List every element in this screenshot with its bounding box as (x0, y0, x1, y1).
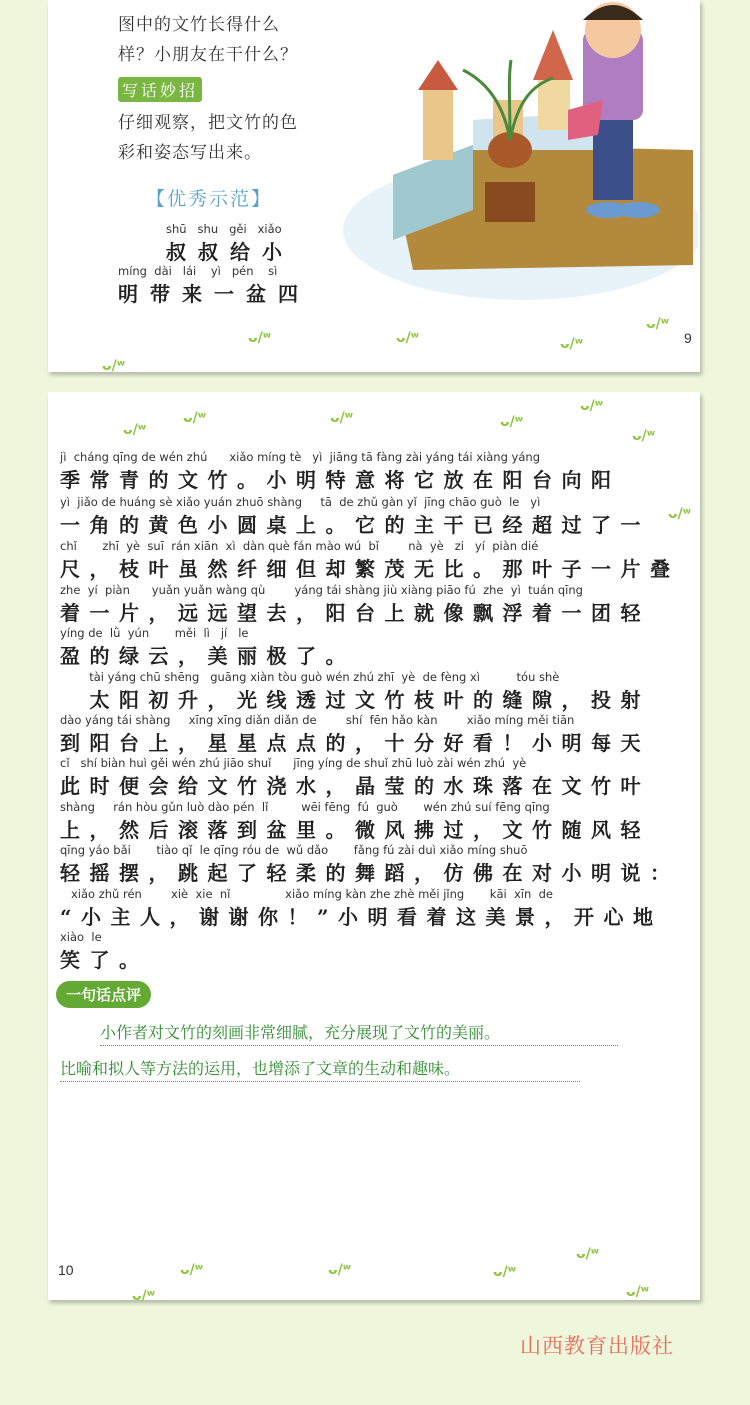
question-line-1: 图中的文竹长得什么 (118, 15, 280, 34)
grass-decoration: ᴗ/ʷ (248, 330, 272, 346)
comment-tag: 一句话点评 (56, 981, 151, 1008)
comment-line-1: 小作者对文竹的刻画非常细腻，充分展现了文竹的美丽。 (100, 1020, 618, 1046)
grass-decoration: ᴗ/ʷ (330, 410, 354, 426)
question-line-2: 样？小朋友在干什么？ (118, 45, 298, 64)
grass-decoration: ᴗ/ʷ (580, 398, 604, 414)
publisher-name: 山西教育出版社 (520, 1334, 674, 1358)
grass-decoration: ᴗ/ʷ (396, 330, 420, 346)
page-10: ᴗ/ʷ ᴗ/ʷ ᴗ/ʷ ᴗ/ʷ ᴗ/ʷ ᴗ/ʷ ᴗ/ʷ jì cháng qīng de wén zhú xiǎo míng tè yì jiāng tā fàng zài yáng tái xiàng yáng 季常青的文竹。小明特意将它放在阳台向阳 yì jiǎo de huáng sè xiǎo yuán zhuō shàng tā de zhǔ gàn yǐ jīng chāo guò le yì 一角的黄色小圆桌上。它的主干已经超过了一 chǐ zhī yè suī rán xiān xì dàn què fán mào wú bǐ nà yè zi yí piàn dié 尺，枝叶虽然纤细但却繁茂无比。那叶子一片叠 zhe yí piàn yuǎn yuǎn wàng qù yáng tái shàng jiù xiàng piāo fú zhe yì tuán qīng 着一片，远远望去，阳台上就像飘浮着一团轻 yíng de lǜ yún měi lì jí le 盈的绿云，美丽极了。 tài yáng chū shēng guāng xiàn tòu guò wén zhú zhī yè de fèng xì tóu shè 太阳初升，光线透过文竹枝叶的缝隙，投射 dào yáng tái shàng xīng xīng diǎn diǎn de shí fēn hǎo kàn xiǎo míng měi tiān 到阳台上，星星点点的，十分好看！小明每天 cǐ shí biàn huì gěi wén zhú jiāo shuǐ jīng yíng de shuǐ zhū luò zài wén zhú yè 此时便会给文竹浇水，晶莹的水珠落在文竹叶 shàng rán hòu gǔn luò dào pén lǐ wēi fēng fú guò wén zhú suí fēng qīng 上，然后滚落到盆里。微风拂过，文竹随风轻 qīng yáo bǎi tiào qǐ le qīng róu de wǔ dǎo fǎng fú zài duì xiǎo míng shuō 轻摇摆，跳起了轻柔的舞蹈，仿佛在对小明说： xiǎo zhǔ rén xiè xie nǐ xiǎo míng kàn zhe zhè měi jǐng kāi xīn de “小主人，谢谢你！”小明看着这美景，开心地 xiào le 笑了。 一句话点评 小作者对文竹的刻画非常细腻，充分展现了文竹的美丽。 比喻和拟人等方法的运用，也增添了文章的生动和趣味。 ᴗ/ʷ ᴗ/ʷ ᴗ/ʷ ᴗ/ʷ ᴗ/ʷ ᴗ/ʷ 10 (48, 392, 700, 1300)
comment-line-2: 比喻和拟人等方法的运用，也增添了文章的生动和趣味。 (60, 1056, 580, 1082)
grass-decoration: ᴗ/ʷ (183, 410, 207, 426)
grass-decoration: ᴗ/ʷ (632, 428, 656, 444)
grass-decoration: ᴗ/ʷ (576, 1246, 600, 1262)
grass-decoration: ᴗ/ʷ (123, 422, 147, 438)
grass-decoration: ᴗ/ʷ (500, 414, 524, 430)
tip-badge: 写话妙招 (118, 77, 202, 102)
grass-decoration: ᴗ/ʷ (646, 316, 670, 332)
grass-decoration: ᴗ/ʷ (560, 336, 584, 352)
page-number: 9 (684, 330, 692, 346)
illustration-boy-watering-plant (333, 0, 698, 300)
tip-line-1: 仔细观察，把文竹的色 (118, 113, 298, 132)
tip-line-2: 彩和姿态写出来。 (118, 143, 262, 162)
grass-decoration: ᴗ/ʷ (102, 358, 126, 374)
grass-decoration: ᴗ/ʷ (180, 1262, 204, 1278)
grass-decoration: ᴗ/ʷ (328, 1262, 352, 1278)
example-title: 【优秀示范】 (146, 188, 273, 210)
grass-decoration: ᴗ/ʷ (626, 1284, 650, 1300)
grass-decoration: ᴗ/ʷ (132, 1288, 156, 1304)
page-9: 图中的文竹长得什么 样？小朋友在干什么？ 写话妙招 仔细观察，把文竹的色 彩和姿态写出来。 【优秀示范】 shū shu gěi xiǎo 叔叔给小 míng dài lái yì pén sì 明带来一盆四 ᴗ/ʷ ᴗ/ʷ ᴗ/ʷ ᴗ/ʷ ᴗ/ʷ 9 (48, 0, 700, 372)
grass-decoration: ᴗ/ʷ (668, 506, 692, 522)
grass-decoration: ᴗ/ʷ (493, 1264, 517, 1280)
page-number: 10 (58, 1262, 74, 1278)
